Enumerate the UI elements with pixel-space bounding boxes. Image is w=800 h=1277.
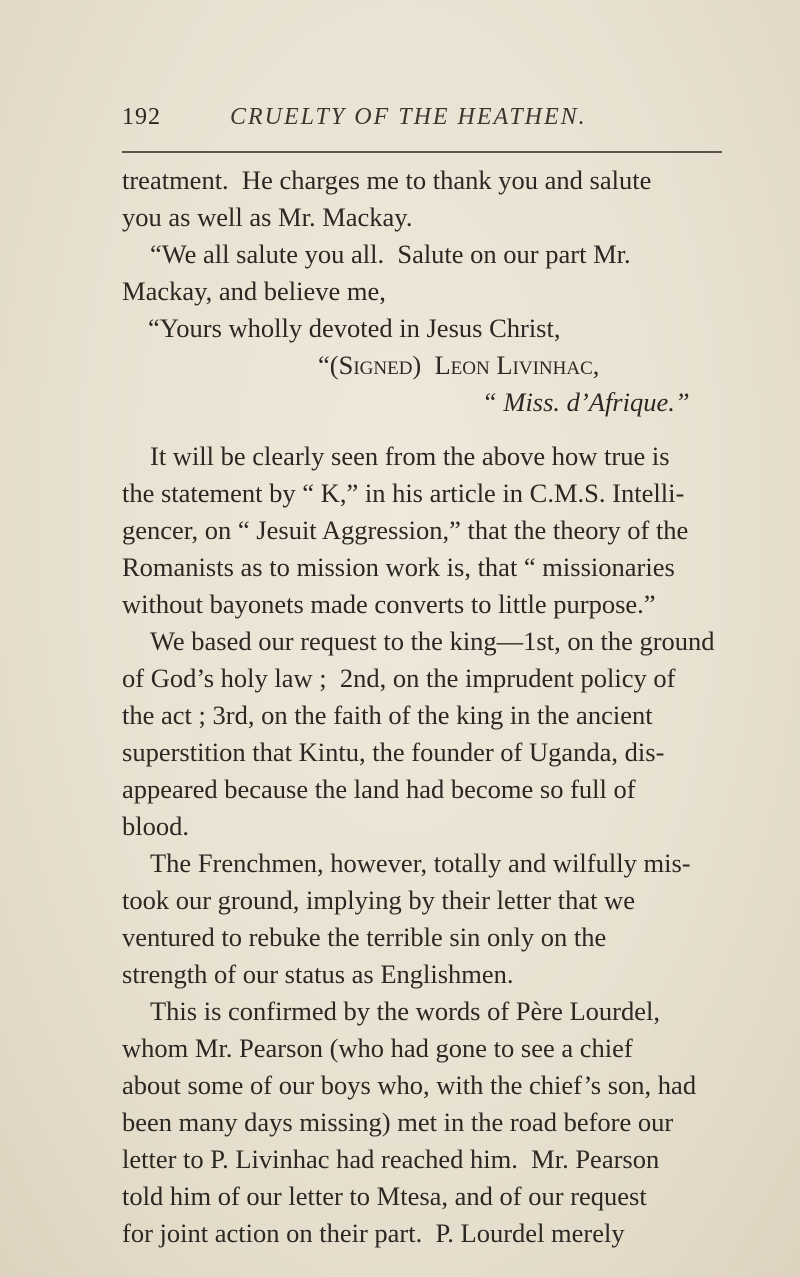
text-line: Mackay, and believe me, xyxy=(122,276,386,306)
text-line: We based our request to the king—1st, on the ground xyxy=(150,626,715,656)
header-rule xyxy=(122,151,722,153)
text-line: without bayonets made converts to little purpose.” xyxy=(122,589,656,619)
text-line: whom Mr. Pearson (who had gone to see a chief xyxy=(122,1033,633,1063)
page-number: 192 xyxy=(122,104,161,130)
text-line: Romanists as to mission work is, that “ missionaries xyxy=(122,552,675,582)
text-line: told him of our letter to Mtesa, and of our request xyxy=(122,1181,647,1211)
text-line: you as well as Mr. Mackay. xyxy=(122,202,413,232)
text-line: letter to P. Livinhac had reached him. Mr. Pearson xyxy=(122,1144,660,1174)
text-line: “We all salute you all. Salute on our part Mr. xyxy=(150,239,631,269)
text-line: gencer, on “ Jesuit Aggression,” that the theory of the xyxy=(122,515,689,545)
text-line: ventured to rebuke the terrible sin only on the xyxy=(122,922,607,952)
text-line: the act ; 3rd, on the faith of the king in the ancient xyxy=(122,700,653,730)
text-line: The Frenchmen, however, totally and wilfully mis- xyxy=(150,848,691,878)
signature-affiliation: “ Miss. d’Afrique.” xyxy=(482,387,690,417)
text-line: took our ground, implying by their letter that we xyxy=(122,885,635,915)
running-head: CRUELTY OF THE HEATHEN. xyxy=(230,104,587,130)
page-header xyxy=(122,104,726,144)
signature-line: “(Signed) Leon Livinhac, xyxy=(318,350,600,380)
text-line: treatment. He charges me to thank you and salute xyxy=(122,165,652,195)
text-line: strength of our status as Englishmen. xyxy=(122,959,514,989)
text-line: been many days missing) met in the road before our xyxy=(122,1107,674,1137)
text-line: It will be clearly seen from the above how true is xyxy=(150,441,670,471)
text-line: superstition that Kintu, the founder of Uganda, dis- xyxy=(122,737,665,767)
text-line: about some of our boys who, with the chief’s son, had xyxy=(122,1070,697,1100)
text-line: “Yours wholly devoted in Jesus Christ, xyxy=(148,313,561,343)
text-line: the statement by “ K,” in his article in C.M.S. Intelli- xyxy=(122,478,685,508)
text-line: This is confirmed by the words of Père Lourdel, xyxy=(150,996,661,1026)
text-line: for joint action on their part. P. Lourdel merely xyxy=(122,1218,625,1248)
text-line: blood. xyxy=(122,811,189,841)
text-line: of God’s holy law ; 2nd, on the imprudent policy of xyxy=(122,663,676,693)
text-line: appeared because the land had become so full of xyxy=(122,774,636,804)
